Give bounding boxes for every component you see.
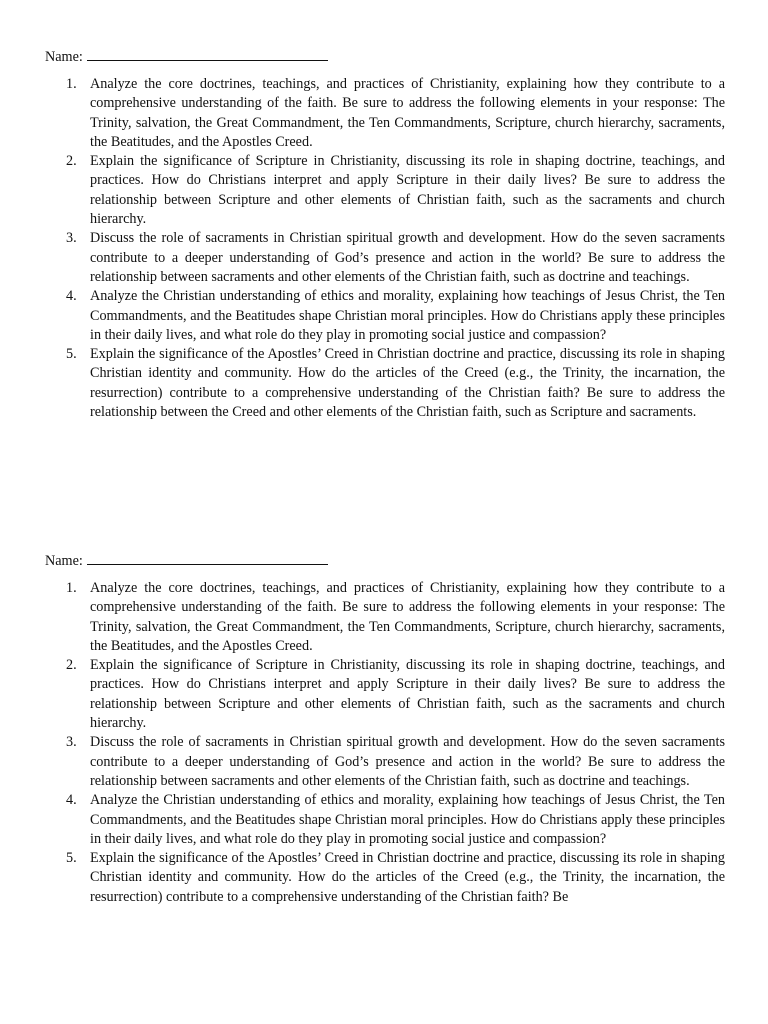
question-text: Explain the significance of the Apostles’ Creed in Christian doctrine and practice, discussing its role in shaping Christian identity and community. How do the articles of the Creed (e.g., the Trinity, the incarnation, the resurrection) contribute to a comprehensive understanding of the Christian faith? Be sure to address the relationship between the Creed and other elements of the Christian faith, such as Scripture and sacraments. bbox=[90, 346, 725, 421]
question-item bbox=[45, 579, 725, 656]
name-label: Name: bbox=[45, 49, 83, 65]
question-text: Analyze the Christian understanding of ethics and morality, explaining how teachings of Jesus Christ, the Ten Commandments, and the Beatitudes shape Christian moral principles. How do Christians apply these principles in their daily lives, and what role do they play in promoting social justice and compassion? bbox=[90, 288, 725, 343]
question-number: 4. bbox=[66, 288, 77, 305]
question-number: 2. bbox=[66, 153, 77, 170]
question-text: Analyze the core doctrines, teachings, and practices of Christianity, explaining how they contribute to a comprehensive understanding of the faith. Be sure to address the following elements in your response: The Trinity, salvation, the Great Commandment, the Ten Commandments, Scripture, church hierarchy, sacraments, the Beatitudes, and the Apostles Creed. bbox=[90, 76, 725, 150]
question-text: Explain the significance of the Apostles’ Creed in Christian doctrine and practice, discussing its role in shaping Christian identity and community. How do the articles of the Creed (e.g., the Trinity, the incarnation, the resurrection) contribute to a comprehensive understanding of the Christian faith? Be bbox=[90, 850, 725, 905]
name-blank-line bbox=[87, 46, 328, 61]
question-sheet-2 bbox=[45, 550, 725, 907]
question-list bbox=[45, 75, 725, 422]
question-number: 2. bbox=[66, 657, 77, 674]
question-number: 5. bbox=[66, 850, 77, 867]
question-number: 4. bbox=[66, 792, 77, 809]
question-item bbox=[45, 345, 725, 422]
question-item bbox=[45, 287, 725, 345]
question-text: Analyze the core doctrines, teachings, and practices of Christianity, explaining how they contribute to a comprehensive understanding of the faith. Be sure to address the following elements in your response: The Trinity, salvation, the Great Commandment, the Ten Commandments, Scripture, church hierarchy, sacraments, the Beatitudes, and the Apostles Creed. bbox=[90, 580, 725, 654]
question-item bbox=[45, 75, 725, 152]
name-field-row bbox=[45, 46, 725, 66]
question-sheet-1 bbox=[45, 46, 725, 422]
question-item bbox=[45, 656, 725, 733]
question-item bbox=[45, 791, 725, 849]
question-number: 3. bbox=[66, 230, 77, 247]
question-number: 1. bbox=[66, 76, 77, 92]
question-number: 3. bbox=[66, 734, 77, 751]
question-list bbox=[45, 579, 725, 907]
question-text: Analyze the Christian understanding of ethics and morality, explaining how teachings of Jesus Christ, the Ten Commandments, and the Beatitudes shape Christian moral principles. How do Christians apply these principles in their daily lives, and what role do they play in promoting social justice and compassion? bbox=[90, 792, 725, 847]
question-text: Discuss the role of sacraments in Christian spiritual growth and development. How do the seven sacraments contribute to a deeper understanding of God’s presence and action in the world? Be sure to address the relationship between sacraments and other elements of the Christian faith, such as doctrine and teachings. bbox=[90, 734, 725, 789]
question-item bbox=[45, 849, 725, 907]
question-text: Explain the significance of Scripture in Christianity, discussing its role in shaping doctrine, teachings, and practices. How do Christians interpret and apply Scripture in their daily lives? Be sure to address the relationship between Scripture and other elements of Christian faith, such as the sacraments and church hierarchy. bbox=[90, 153, 725, 228]
question-item bbox=[45, 733, 725, 791]
name-label: Name: bbox=[45, 553, 83, 569]
question-number: 5. bbox=[66, 346, 77, 363]
question-text: Discuss the role of sacraments in Christian spiritual growth and development. How do the seven sacraments contribute to a deeper understanding of God’s presence and action in the world? Be sure to address the relationship between sacraments and other elements of the Christian faith, such as doctrine and teachings. bbox=[90, 230, 725, 285]
question-number: 1. bbox=[66, 580, 77, 596]
name-field-row bbox=[45, 550, 725, 570]
question-text: Explain the significance of Scripture in Christianity, discussing its role in shaping doctrine, teachings, and practices. How do Christians interpret and apply Scripture in their daily lives? Be sure to address the relationship between Scripture and other elements of Christian faith, such as the sacraments and church hierarchy. bbox=[90, 657, 725, 732]
question-item bbox=[45, 229, 725, 287]
name-blank-line bbox=[87, 550, 328, 565]
question-item bbox=[45, 152, 725, 229]
